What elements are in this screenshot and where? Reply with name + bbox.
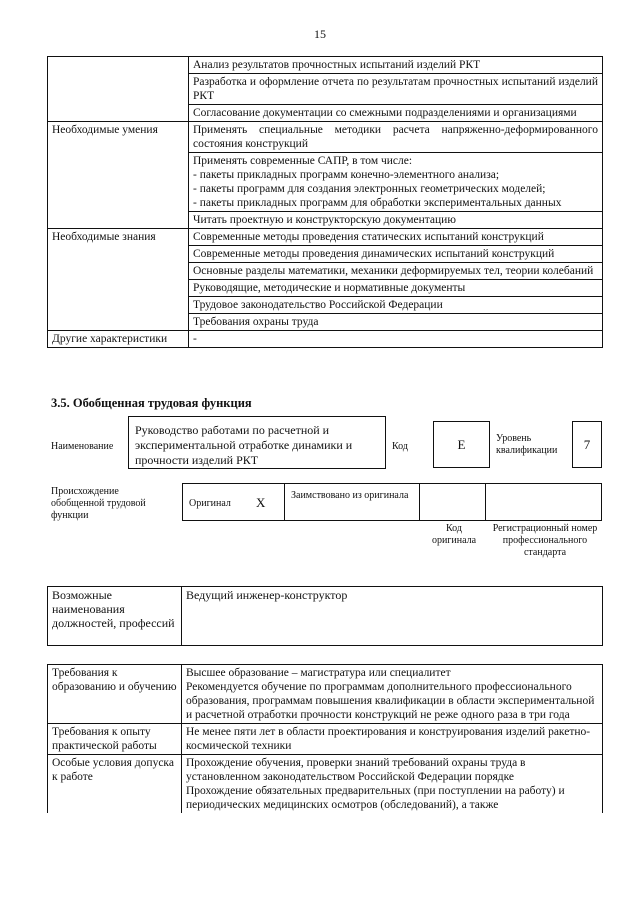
cell-text: Трудовое законодательство Российской Федерации: [189, 297, 603, 314]
row-label: Необходимые умения: [48, 122, 189, 229]
table-row: [48, 331, 603, 348]
table-row: [48, 122, 603, 153]
table-row: [48, 755, 603, 814]
cell-text: Применять современные САПР, в том числе: - пакеты прикладных программ конечно-элементного анализа; - пакеты программ для создания электронных геометрических моделей; - пакеты прикладных программ для обработки экспериментальных данных: [189, 153, 603, 212]
cell-text: Применять специальные методики расчета напряженно-деформированного состояния конструкций: [189, 122, 603, 153]
code-original-caption: Код оригинала: [431, 523, 477, 546]
cell-text: Разработка и оформление отчета по результатам прочностных испытаний изделий РКТ: [189, 74, 603, 105]
original-mark: X: [256, 495, 266, 510]
cell-text: Согласование документации со смежными подразделениями и организациями: [189, 105, 603, 122]
cell-text: Современные методы проведения динамических испытаний конструкций: [189, 246, 603, 263]
original-label: Оригинал: [189, 498, 231, 509]
cell-text: Руководящие, методические и нормативные документы: [189, 280, 603, 297]
table-row: [48, 229, 603, 246]
cell-text: Читать проектную и конструкторскую документацию: [189, 212, 603, 229]
row-label: Необходимые знания: [48, 229, 189, 331]
original-cell: [182, 483, 285, 521]
row-label: Другие характеристики: [48, 331, 189, 348]
cell-text: Требования охраны труда: [189, 314, 603, 331]
competency-table: [47, 56, 603, 348]
table-row: [48, 665, 603, 724]
code-label: Код: [392, 441, 408, 452]
page-number: 15: [314, 27, 326, 41]
table-row: [48, 57, 603, 74]
name-label: Наименование: [51, 441, 114, 452]
cell-text: Ведущий инженер-конструктор: [182, 587, 603, 646]
cell-text: Современные методы проведения статических испытаний конструкций: [189, 229, 603, 246]
cell-text: Высшее образование – магистратура или специалитет Рекомендуется обучение по программам дополнительного профессионального образования, программам повышения квалификации в области экспериментальной и расчетной отработки прочности конструкций не реже одного раза в три года: [182, 665, 603, 724]
positions-table: [47, 586, 603, 646]
row-label: Требования к опыту практической работы: [48, 724, 182, 755]
code-original-cell: [419, 483, 486, 521]
cell-text: -: [189, 331, 603, 348]
reg-number-caption: Регистрационный номер профессионального стандарта: [492, 523, 598, 558]
cell-text: Не менее пяти лет в области проектирования и конструирования изделий ракетно-космической техники: [182, 724, 603, 755]
qualification-level-box: 7: [572, 421, 602, 468]
reg-number-cell: [485, 483, 602, 521]
code-box: E: [433, 421, 490, 468]
row-label: Возможные наименования должностей, профессий: [48, 587, 182, 646]
cell-text: Основные разделы математики, механики деформируемых тел, теории колебаний: [189, 263, 603, 280]
function-name-box: Руководство работами по расчетной и экспериментальной отработке динамики и прочности изделий РКТ: [128, 416, 386, 469]
origin-label: Происхождение обобщенной трудовой функции: [51, 486, 146, 521]
qualification-level-label: Уровень квалификации: [496, 433, 558, 456]
row-label: Особые условия допуска к работе: [48, 755, 182, 814]
borrowed-cell: Заимствовано из оригинала: [284, 483, 420, 521]
cell-text: Анализ результатов прочностных испытаний изделий РКТ: [189, 57, 603, 74]
cell-text: Прохождение обучения, проверки знаний требований охраны труда в установленном законодательством Российской Федерации порядке Прохождение обязательных предварительных (при поступлении на работу) и периодических медицинских осмотров (обследований), а также: [182, 755, 603, 814]
requirements-table: [47, 664, 603, 813]
table-row: [48, 587, 603, 646]
row-label: [48, 57, 189, 122]
table-row: [48, 724, 603, 755]
row-label: Требования к образованию и обучению: [48, 665, 182, 724]
section-title: 3.5. Обобщенная трудовая функция: [51, 396, 252, 410]
